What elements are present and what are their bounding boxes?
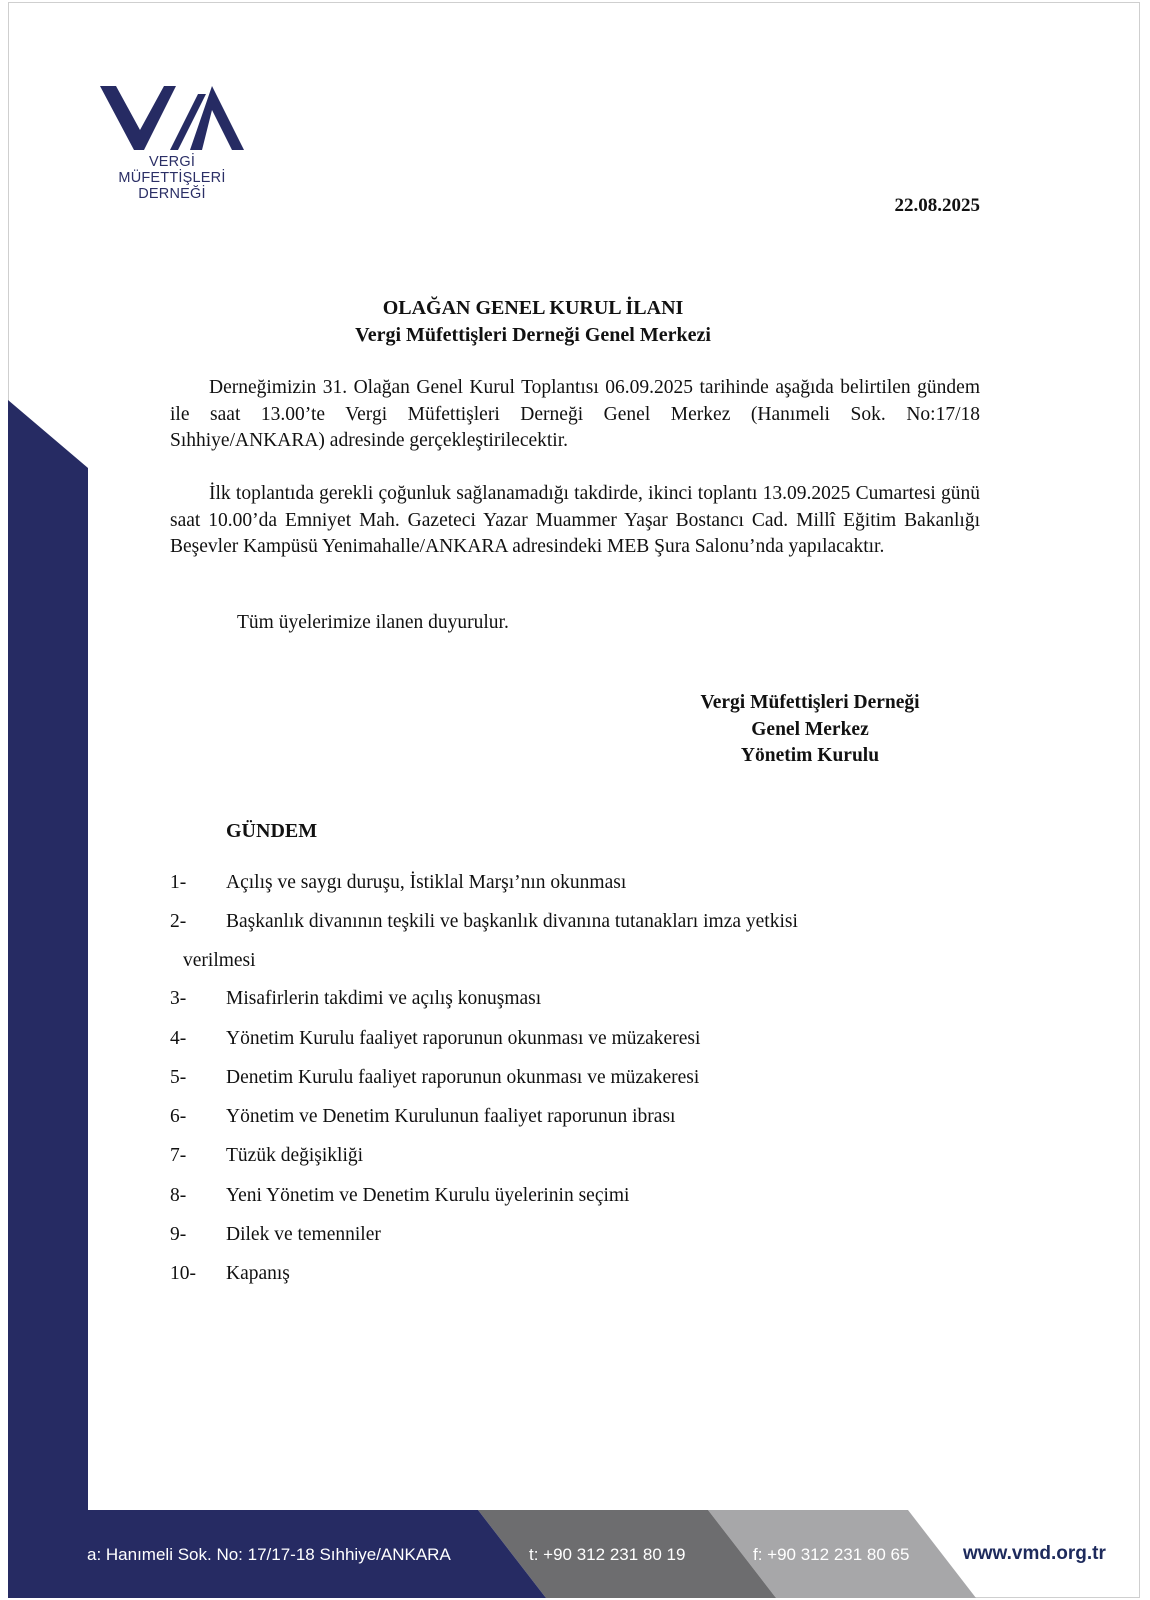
paragraph-2-text: İlk toplantıda gerekli çoğunluk sağlanamadığı takdirde, ikinci toplantı 13.09.2025 Cumartesi günü saat 10.00’da Emniyet Mah. Gazeteci Yazar Muammer Yaşar Bostancı Cad. Millî Eğitim Bakanlığı Beşevler Kampüsü Yenimahalle/ANKARA adresindeki MEB Şura Salonu’nda yapılacaktır. <box>170 483 980 557</box>
agenda-number: 9- <box>170 1224 187 1246</box>
agenda-item-8 <box>170 1185 970 1224</box>
footer-fax: f: +90 312 231 80 65 <box>753 1545 910 1564</box>
agenda-number: 8- <box>170 1184 187 1206</box>
paragraph-announcement: Tüm üyelerimize ilanen duyurulur. <box>237 612 509 633</box>
agenda-text-continuation: verilmesi <box>183 950 256 972</box>
logo-text-line1: VERGİ MÜFETTİŞLERİ <box>118 154 226 186</box>
agenda-number: 10- <box>170 1263 196 1285</box>
paragraph-second-meeting <box>170 481 980 561</box>
footer-phone: t: +90 312 231 80 19 <box>529 1545 686 1564</box>
paragraph-meeting-info <box>170 375 980 455</box>
agenda-text: Yeni Yönetim ve Denetim Kurulu üyelerinin seçimi <box>226 1184 630 1206</box>
agenda-item-1 <box>170 872 970 911</box>
paragraph-1-text: Derneğimizin 31. Olağan Genel Kurul Toplantısı 06.09.2025 tarihinde aşağıda belirtilen gündem ile saat 13.00’te Vergi Müfettişleri Derneği Genel Merkez (Hanımeli Sok. No:17/18 Sıhhiye/ANKARA) adresinde gerçekleştirilecektir. <box>170 377 980 451</box>
signature-line2: Genel Merkez <box>751 718 869 740</box>
agenda-item-7 <box>170 1145 970 1184</box>
agenda-number: 4- <box>170 1027 187 1049</box>
agenda-text: Dilek ve temenniler <box>226 1224 381 1246</box>
agenda-text: Tüzük değişikliği <box>226 1145 364 1167</box>
agenda-number: 7- <box>170 1145 187 1167</box>
signature-block <box>665 690 955 770</box>
agenda-item-9 <box>170 1224 970 1263</box>
agenda-text: Denetim Kurulu faaliyet raporunun okunması ve müzakeresi <box>226 1066 700 1088</box>
agenda-number: 5- <box>170 1066 187 1088</box>
agenda-text: Başkanlık divanının teşkili ve başkanlık divanına tutanakları imza yetkisi <box>226 911 798 933</box>
agenda-number: 2- <box>170 911 187 933</box>
agenda-number: 3- <box>170 988 187 1010</box>
footer-bar <box>8 1510 1140 1598</box>
agenda-text: Yönetim ve Denetim Kurulunun faaliyet raporunun ibrası <box>226 1106 676 1128</box>
agenda-text: Misafirlerin takdimi ve açılış konuşması <box>226 988 542 1010</box>
agenda-item-5 <box>170 1067 970 1106</box>
announcement-title <box>0 295 1066 349</box>
agenda-number: 1- <box>170 872 187 893</box>
association-logo <box>100 86 250 202</box>
document-page <box>8 2 1140 1598</box>
vmd-logo-mark <box>100 86 244 150</box>
agenda-item-10 <box>170 1263 970 1302</box>
agenda-number: 6- <box>170 1106 187 1128</box>
signature-line3: Yönetim Kurulu <box>740 745 880 766</box>
left-navy-band <box>8 400 88 1595</box>
agenda-text: Kapanış <box>226 1263 290 1285</box>
agenda-text: Yönetim Kurulu faaliyet raporunun okunması ve müzakeresi <box>226 1027 701 1049</box>
agenda-item-4 <box>170 1028 970 1067</box>
agenda-title: GÜNDEM <box>226 820 318 842</box>
agenda-text: Açılış ve saygı duruşu, İstiklal Marşı’nın okunması <box>226 872 627 893</box>
title-line1: OLAĞAN GENEL KURUL İLANI <box>382 297 684 319</box>
signature-line1: Vergi Müfettişleri Derneği <box>700 692 920 713</box>
footer-address: a: Hanımeli Sok. No: 17/17-18 Sıhhiye/ANKARA <box>87 1545 451 1564</box>
document-date: 22.08.2025 <box>894 195 980 216</box>
agenda-item-2 <box>170 911 970 988</box>
agenda-item-6 <box>170 1106 970 1145</box>
footer-website-link[interactable]: www.vmd.org.tr <box>963 1543 1106 1564</box>
agenda-list <box>170 872 970 1303</box>
title-line2: Vergi Müfettişleri Derneği Genel Merkezi <box>355 324 711 346</box>
logo-text-line2: DERNEĞİ <box>138 186 206 202</box>
agenda-item-3 <box>170 988 970 1027</box>
